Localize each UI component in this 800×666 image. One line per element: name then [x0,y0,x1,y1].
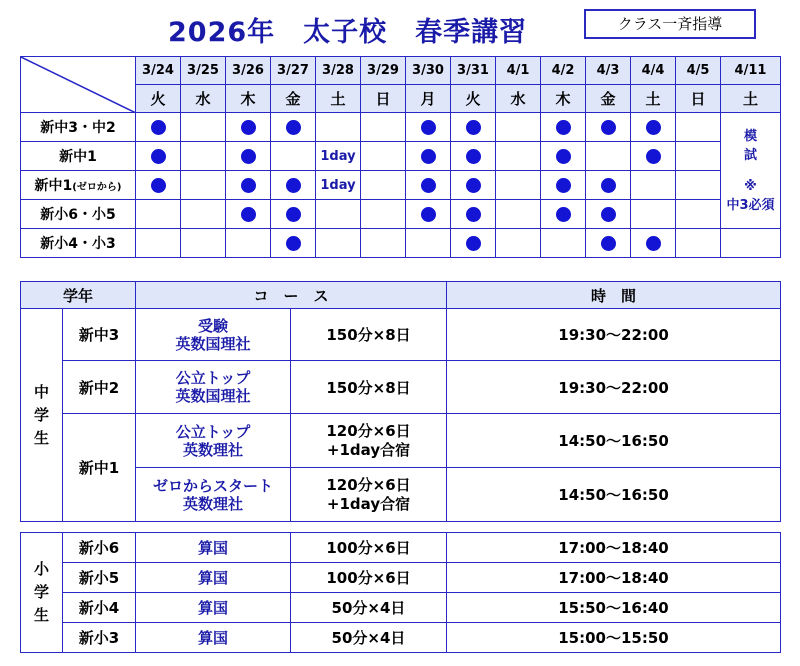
schedule-cell [496,229,541,258]
schedule-cell [361,142,406,171]
session-dot [466,236,481,251]
diagonal-line [21,57,136,113]
schedule-cell [181,113,226,142]
row-label: 新中3・中2 [21,113,136,142]
elementary-table [20,532,781,653]
schedule-cell [541,229,586,258]
course-row [21,414,781,468]
schedule-cell [136,171,181,200]
day-cell: 金 [586,85,631,113]
schedule-cell [631,113,676,142]
subject-cell [136,468,291,522]
length-cell [291,414,447,468]
schedule-cell [226,113,271,142]
length-cell: 100分×6日 [291,563,447,593]
label-char: 小 [33,560,49,578]
date-cell: 4/11 [721,57,781,85]
subject-line: 英数国理社 [175,387,251,405]
day-cell: 水 [496,85,541,113]
date-cell: 3/28 [316,57,361,85]
row-label: 新小4・小3 [21,229,136,258]
date-cell: 3/30 [406,57,451,85]
schedule-cell [181,171,226,200]
time-cell: 15:50〜16:40 [447,593,781,623]
date-cell: 4/3 [586,57,631,85]
row-label-small: (ゼロから) [72,182,122,193]
schedule-cell [226,200,271,229]
time-cell: 19:30〜22:00 [447,309,781,361]
session-dot [421,207,436,222]
session-dot [241,120,256,135]
schedule-cell [496,113,541,142]
schedule-cell [361,113,406,142]
note-line: ※ [744,178,757,194]
session-dot [601,120,616,135]
subject-line: 英数理社 [183,494,244,513]
session-dot [151,120,166,135]
schedule-cell [676,171,721,200]
schedule-cell [496,142,541,171]
length-cell [291,468,447,522]
course-table [20,281,781,522]
schedule-cell [631,171,676,200]
date-cell: 4/5 [676,57,721,85]
schedule-cell [136,229,181,258]
grade-cell: 新中3 [63,309,136,361]
time-cell: 17:00〜18:40 [447,563,781,593]
session-dot [466,178,481,193]
schedule-cell [451,200,496,229]
subject-cell: 算国 [136,533,291,563]
schedule-row [21,113,781,142]
subject-line: 公立トップ [175,422,251,441]
length-cell: 150分×8日 [291,309,447,361]
schedule-cell [406,200,451,229]
session-dot [646,149,661,164]
schedule-cell [271,229,316,258]
row-label-main: 新中1 [34,178,73,194]
schedule-cell [676,142,721,171]
schedule-cell [181,142,226,171]
label-char: 中 [33,382,49,401]
session-dot [151,149,166,164]
schedule-cell [631,229,676,258]
schedule-cell [271,142,316,171]
session-dot [556,120,571,135]
session-dot [286,236,301,251]
label-char: 生 [33,428,49,447]
note-line: 中3必須 [726,197,775,213]
corner-cell [21,57,136,113]
schedule-cell [586,113,631,142]
date-cell: 3/25 [181,57,226,85]
schedule-cell [226,171,271,200]
elem-row [21,593,781,623]
schedule-row [21,200,781,229]
schedule-cell [451,113,496,142]
schedule-cell [541,200,586,229]
row-label [21,171,136,200]
day-cell: 日 [361,85,406,113]
schedule-cell [406,113,451,142]
schedule-cell [316,142,361,171]
schedule-cell [181,200,226,229]
schedule-cell [226,142,271,171]
subject-cell [136,309,291,361]
day-cell: 木 [541,85,586,113]
session-dot [601,207,616,222]
length-line: +1day合宿 [326,494,411,513]
session-dot [556,149,571,164]
elem-row [21,563,781,593]
length-cell: 150分×8日 [291,361,447,414]
session-dot [151,178,166,193]
label-char: 生 [33,606,49,624]
schedule-cell [631,200,676,229]
time-cell: 14:50〜16:50 [447,468,781,522]
time-cell: 19:30〜22:00 [447,361,781,414]
schedule-cell [406,171,451,200]
length-cell: 100分×6日 [291,533,447,563]
day-cell: 木 [226,85,271,113]
schedule-cell [316,171,361,200]
session-dot [466,207,481,222]
schedule-cell [586,200,631,229]
label-char: 学 [33,405,49,424]
schedule-cell [181,229,226,258]
session-dot [601,236,616,251]
schedule-cell [271,171,316,200]
session-dot [241,149,256,164]
grade-header: 学年 [21,282,136,309]
schedule-cell [136,200,181,229]
day-cell: 水 [181,85,226,113]
date-cell: 4/4 [631,57,676,85]
grade-cell: 新中1 [63,414,136,522]
session-dot [241,207,256,222]
length-line: +1day合宿 [326,440,411,459]
schedule-cell [136,142,181,171]
date-cell: 4/2 [541,57,586,85]
subject-cell: 算国 [136,563,291,593]
class-type-tag: クラス一斉指導 [584,9,756,39]
length-line: 120分×6日 [326,421,411,440]
session-dot [556,207,571,222]
time-cell: 15:00〜15:50 [447,623,781,653]
session-dot [286,120,301,135]
schedule-cell [586,229,631,258]
schedule-cell [271,113,316,142]
day-cell: 月 [406,85,451,113]
subject-line: 英数理社 [183,440,244,459]
date-cell: 3/29 [361,57,406,85]
session-dot [466,120,481,135]
exam-note [721,113,781,229]
schedule-cell [541,142,586,171]
subject-cell [136,361,291,414]
schedule-cell [271,200,316,229]
schedule-cell [451,142,496,171]
length-cell: 50分×4日 [291,593,447,623]
session-dot [646,120,661,135]
session-dot [241,178,256,193]
row-label: 新中1 [21,142,136,171]
time-cell: 14:50〜16:50 [447,414,781,468]
grade-cell: 新小4 [63,593,136,623]
schedule-cell [361,200,406,229]
subject-cell [136,414,291,468]
date-row [21,57,781,85]
day-cell: 火 [136,85,181,113]
schedule-cell [316,229,361,258]
grade-cell: 新小6 [63,533,136,563]
length-cell: 50分×4日 [291,623,447,653]
schedule-cell [586,142,631,171]
day-cell: 火 [451,85,496,113]
session-dot [421,149,436,164]
day-cell: 土 [631,85,676,113]
time-cell: 17:00〜18:40 [447,533,781,563]
schedule-cell [406,142,451,171]
schedule-cell [316,113,361,142]
schedule-table [20,56,781,258]
session-dot [286,207,301,222]
schedule-cell [361,171,406,200]
schedule-cell [226,229,271,258]
schedule-row [21,142,781,171]
session-dot [286,178,301,193]
row-label: 新小6・小5 [21,200,136,229]
schedule-cell [406,229,451,258]
session-dot [421,178,436,193]
schedule-cell [541,171,586,200]
subject-line: ゼロからスタート [153,476,274,495]
date-cell: 3/31 [451,57,496,85]
day-cell: 土 [721,85,781,113]
session-dot [556,178,571,193]
page-title: 2026年 太子校 春季講習 [168,17,528,48]
schedule-cell [361,229,406,258]
schedule-cell [721,229,781,258]
subject-line: 公立トップ [175,369,251,387]
subject-line: 受験 [198,316,229,335]
grade-cell: 新中2 [63,361,136,414]
middle-school-label [21,309,63,522]
day-cell: 金 [271,85,316,113]
note-line: 試 [743,147,757,163]
schedule-cell [676,229,721,258]
session-dot [646,236,661,251]
date-cell: 4/1 [496,57,541,85]
schedule-cell [631,142,676,171]
schedule-cell [676,113,721,142]
schedule-cell [496,171,541,200]
course-row [21,309,781,361]
course-header: コ ー ス [136,282,447,309]
schedule-cell [451,229,496,258]
time-header: 時 間 [447,282,781,309]
elem-row [21,623,781,653]
schedule-row [21,229,781,258]
schedule-cell [586,171,631,200]
day-cell: 日 [676,85,721,113]
course-row [21,361,781,414]
session-text: 1day [320,177,356,193]
length-line: 120分×6日 [326,475,411,494]
session-dot [466,149,481,164]
session-dot [601,178,616,193]
schedule-cell [451,171,496,200]
elementary-label [21,533,63,653]
date-cell: 3/24 [136,57,181,85]
date-cell: 3/27 [271,57,316,85]
subject-cell: 算国 [136,623,291,653]
schedule-cell [316,200,361,229]
schedule-cell [541,113,586,142]
schedule-cell [136,113,181,142]
note-line: 模 [743,128,757,144]
subject-cell: 算国 [136,593,291,623]
grade-cell: 新小5 [63,563,136,593]
grade-cell: 新小3 [63,623,136,653]
label-char: 学 [33,583,49,601]
session-dot [421,120,436,135]
date-cell: 3/26 [226,57,271,85]
day-cell: 土 [316,85,361,113]
elem-row [21,533,781,563]
schedule-cell [496,200,541,229]
schedule-cell [676,200,721,229]
subject-line: 英数国理社 [175,334,251,353]
session-text: 1day [320,148,356,164]
course-header-row [21,282,781,309]
schedule-row [21,171,781,200]
